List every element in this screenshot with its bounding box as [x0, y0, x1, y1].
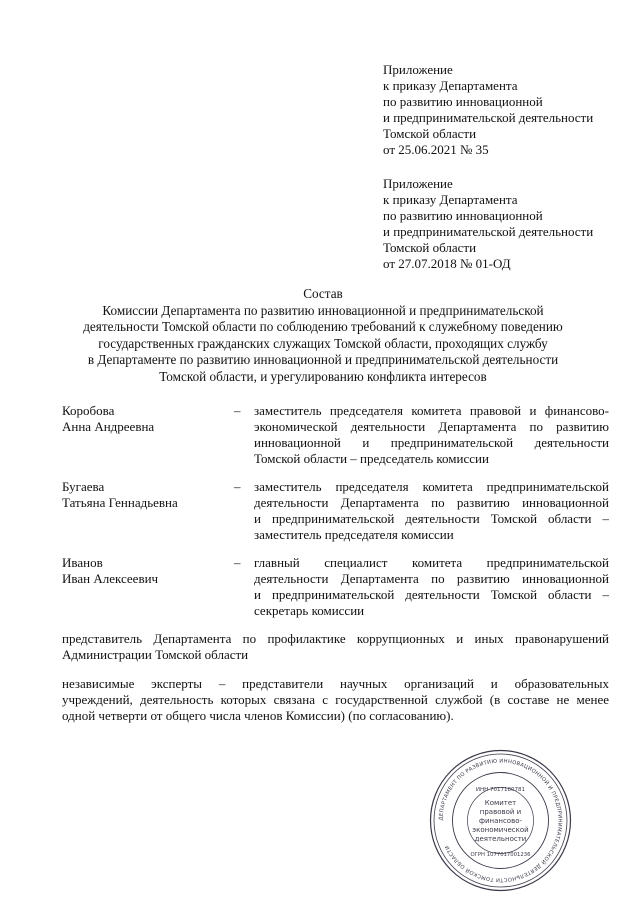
role-line: и предпринимательской деятельности Томской области –	[254, 587, 609, 602]
appendix-current-line: Приложение	[383, 62, 453, 77]
official-seal-stamp	[428, 748, 573, 893]
member-role	[254, 479, 609, 543]
role-line: деятельности Департамента по развитию инновационной	[254, 495, 609, 510]
paragraph-line: представитель Департамента по профилактике коррупционных и иных правонарушений	[62, 631, 609, 646]
paragraph-anticorruption-representative	[62, 631, 609, 663]
seal-ogrn: ОГРН 1077017001236	[470, 852, 531, 858]
title-line: деятельности Томской области по соблюдению требований к служебному поведению	[83, 319, 563, 334]
seal-center-line: экономической	[472, 826, 529, 834]
appendix-original-block	[383, 176, 633, 272]
paragraph-independent-experts	[62, 676, 609, 724]
appendix-current-line: и предпринимательской деятельности	[383, 110, 594, 125]
role-line: деятельности Департамента по развитию инновационной	[254, 571, 609, 586]
seal-center-line: Комитет	[484, 799, 517, 807]
member-role	[254, 555, 609, 619]
seal-ring-text: ДЕПАРТАМЕНТ ПО РАЗВИТИЮ ИННОВАЦИОННОЙ И ПРЕДПРИНИМАТЕЛЬСКОЙ ДЕЯТЕЛЬНОСТИ ТОМСКОЙ ОБЛАСТИ	[438, 758, 563, 883]
paragraph-line: учреждений, деятельность которых связана с государственной службой (в составе не менее	[62, 692, 609, 707]
appendix-original-line: по развитию инновационной	[383, 208, 543, 223]
paragraph-line: независимые эксперты – представители научных организаций и образовательных	[62, 676, 609, 691]
member-name	[62, 403, 154, 435]
appendix-original-line: к приказу Департамента	[383, 192, 518, 207]
member-given-names: Анна Андреевна	[62, 419, 155, 434]
role-line: секретарь комиссии	[254, 603, 365, 618]
member-given-names: Иван Алексеевич	[62, 571, 159, 586]
appendix-current-line: по развитию инновационной	[383, 94, 543, 109]
role-line: заместитель председателя комиссии	[254, 527, 454, 542]
member-name	[62, 555, 158, 587]
document-title	[48, 286, 598, 385]
title-line: государственных гражданских служащих Томской области, проходящих службу	[98, 335, 548, 351]
title-heading: Состав	[303, 286, 343, 301]
role-line: главный специалист комитета предпринимательской	[254, 555, 609, 570]
member-surname: Иванов	[62, 555, 103, 570]
member-dash: –	[234, 403, 241, 418]
seal-center-line: финансово-	[478, 817, 523, 825]
member-name	[62, 479, 178, 511]
member-dash: –	[234, 479, 241, 494]
appendix-original-date: от 27.07.2018 № 01-ОД	[383, 256, 511, 271]
member-given-names: Татьяна Геннадьевна	[62, 495, 178, 510]
paragraph-line: одной четверти от общего числа членов Комиссии) (по согласованию).	[62, 708, 454, 723]
seal-inn: ИНН 7017180781	[475, 787, 526, 793]
title-line: в Департаменте по развитию инновационной и предпринимательской деятельности	[87, 352, 559, 367]
title-line: Томской области, и урегулированию конфликта интересов	[159, 368, 487, 384]
role-line: инновационной и предпринимательской деятельности	[254, 435, 609, 450]
role-line: заместитель председателя комитета правовой и финансово-	[254, 403, 609, 418]
appendix-original-line: и предпринимательской деятельности	[383, 224, 594, 239]
appendix-current-line: Томской области	[383, 126, 477, 141]
member-dash: –	[234, 555, 241, 570]
appendix-current-date: от 25.06.2021 № 35	[383, 142, 489, 157]
paragraph-line: Администрации Томской области	[62, 647, 249, 662]
appendix-original-line: Приложение	[383, 176, 453, 191]
appendix-original-line: Томской области	[383, 240, 477, 255]
appendix-current-line: к приказу Департамента	[383, 78, 518, 93]
member-role	[254, 403, 609, 467]
role-line: заместитель председателя комитета предпринимательской	[254, 479, 609, 494]
seal-center-line: правовой и	[479, 808, 522, 816]
appendix-current-block	[383, 62, 633, 158]
role-line: Томской области – председатель комиссии	[254, 451, 489, 466]
role-line: экономической деятельности Департамента по развитию	[254, 419, 609, 434]
seal-center-line: деятельности	[474, 835, 527, 843]
member-surname: Коробова	[62, 403, 115, 418]
member-surname: Бугаева	[62, 479, 105, 494]
title-line: Комиссии Департамента по развитию инновационной и предпринимательской	[102, 302, 544, 318]
role-line: и предпринимательской деятельности Томской области –	[254, 511, 609, 526]
